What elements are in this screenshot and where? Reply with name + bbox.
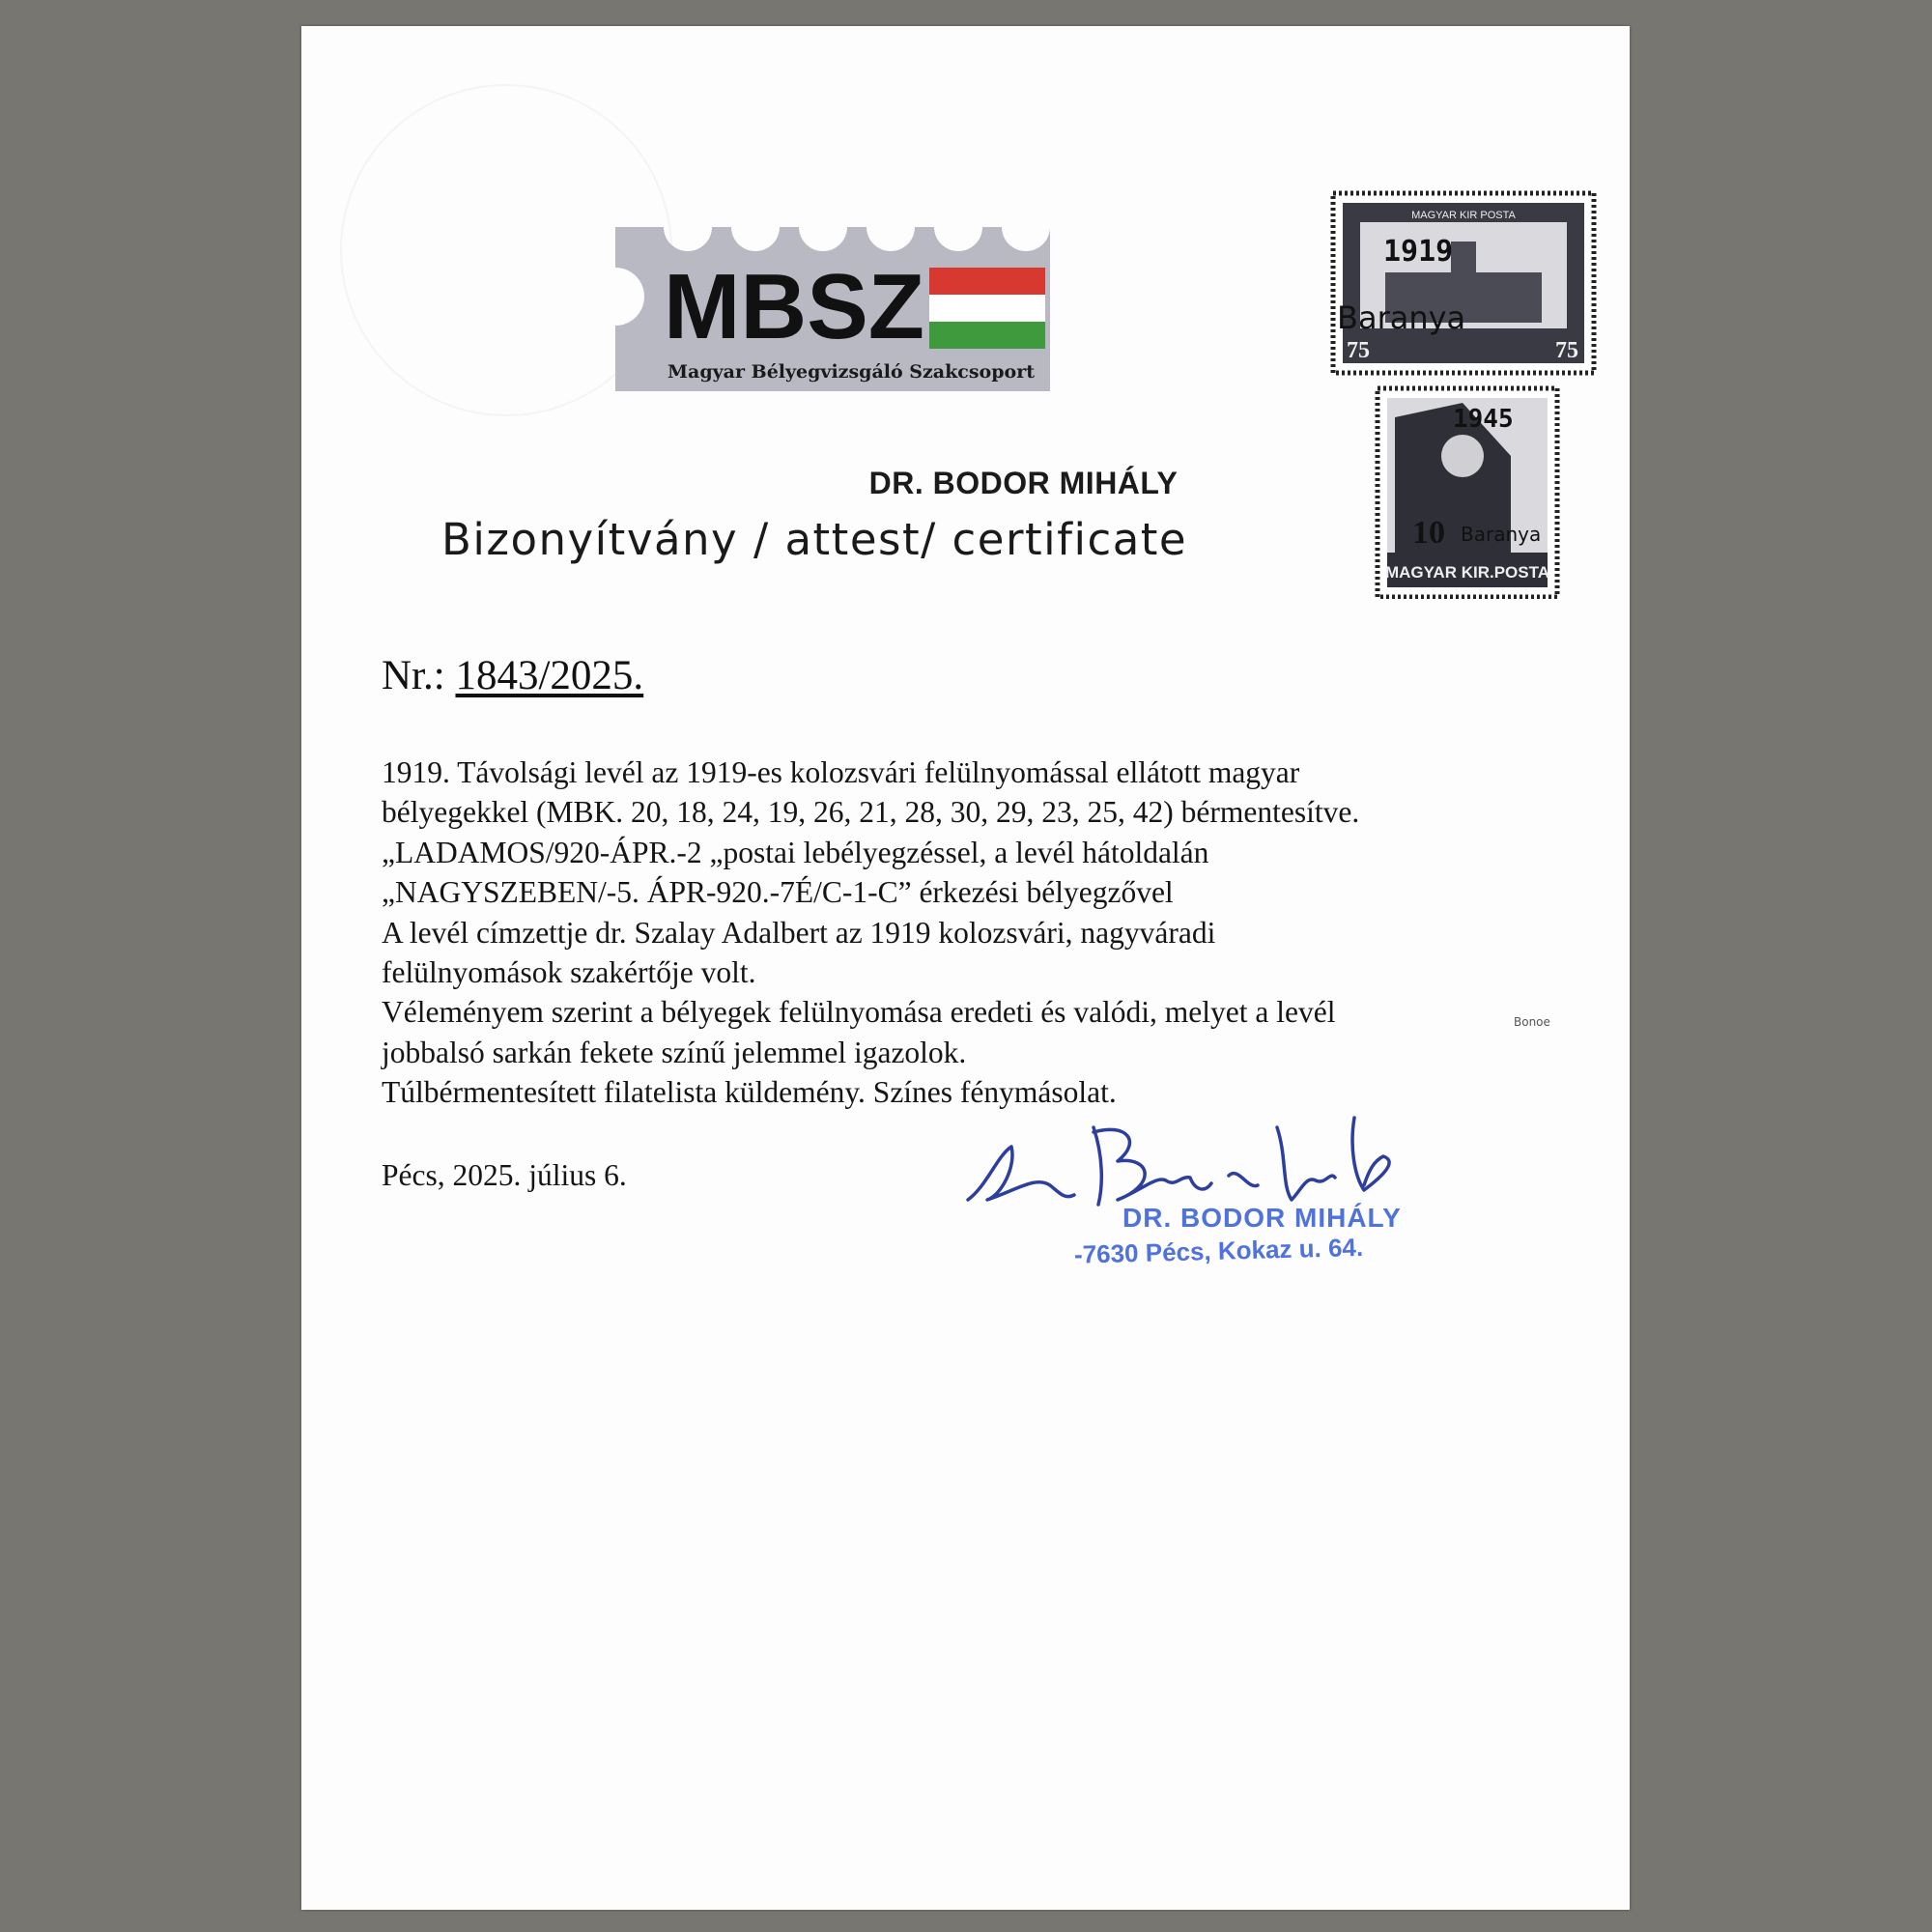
stamp2-bottom-text: MAGYAR KIR.POSTA (1384, 563, 1550, 582)
logo-tagline: Magyar Bélyegvizsgáló Szakcsoport (668, 361, 1036, 383)
body-line: „NAGYSZEBEN/-5. ÁPR-920.-7É/C-1-C” érkezési bélyegzővel (382, 875, 1174, 910)
stamp-address: -7630 Pécs, Kokaz u. 64. (1073, 1232, 1364, 1269)
body-line: felülnyomások szakértője volt. (382, 955, 756, 990)
date-line: Pécs, 2025. július 6. (382, 1158, 627, 1192)
stamp2-overprint: Baranya (1461, 523, 1542, 546)
certificate-sheet (301, 26, 1630, 1910)
body-line: bélyegekkel (MBK. 20, 18, 24, 19, 26, 21, 28, 30, 29, 23, 25, 42) bérmentesítve. (382, 795, 1360, 830)
flag-red-stripe (929, 268, 1045, 295)
handwritten-signature (958, 1108, 1403, 1214)
certificate-number (382, 652, 643, 699)
address-stamp (1073, 1203, 1422, 1269)
stamp1-value-right: 75 (1555, 338, 1578, 363)
stamp2-value: 10 (1412, 515, 1445, 551)
stamp1-overprint: Baranya (1337, 299, 1466, 336)
flag-white-stripe (929, 295, 1045, 322)
body-line: „LADAMOS/920-ÁPR.-2 „postai lebélyegzéssel, a levél hátoldalán (382, 835, 1209, 869)
body-line: Túlbérmentesített filatelista küldemény. Színes fénymásolat. (382, 1075, 1117, 1110)
mbsz-logo (615, 188, 1050, 393)
body-line: A levél címzettje dr. Szalay Adalbert az 1919 kolozsvári, nagyváradi (382, 915, 1216, 950)
stamp2-year: 1945 (1453, 405, 1514, 434)
document-title: Bizonyítvány / attest/ certificate (441, 514, 1188, 565)
number-label: Nr.: (382, 653, 445, 698)
body-line: jobbalsó sarkán fekete színű jelemmel igazolok. (382, 1035, 967, 1069)
logo-acronym: MBSZ (664, 255, 924, 358)
number-value: 1843/2025. (455, 653, 644, 698)
guarantee-mark: Bonoe (1514, 1015, 1550, 1029)
stamp-name: DR. BODOR MIHÁLY (1122, 1203, 1402, 1233)
stamp1-value-left: 75 (1347, 338, 1370, 363)
stamp-1919 (1333, 193, 1594, 373)
body-line: 1919. Távolsági levél az 1919-es kolozsvári felülnyomással ellátott magyar (382, 755, 1300, 789)
body-line: Véleményem szerint a bélyegek felülnyomása eredeti és valódi, melyet a levél (382, 995, 1336, 1030)
flag-green-stripe (929, 322, 1045, 349)
stamp-images (1318, 166, 1607, 599)
expert-name: DR. BODOR MIHÁLY (868, 466, 1179, 500)
certificate-body (382, 753, 1550, 1113)
stamp1-year: 1919 (1383, 235, 1454, 269)
stamp1-top-text: MAGYAR KIR POSTA (1411, 210, 1516, 221)
